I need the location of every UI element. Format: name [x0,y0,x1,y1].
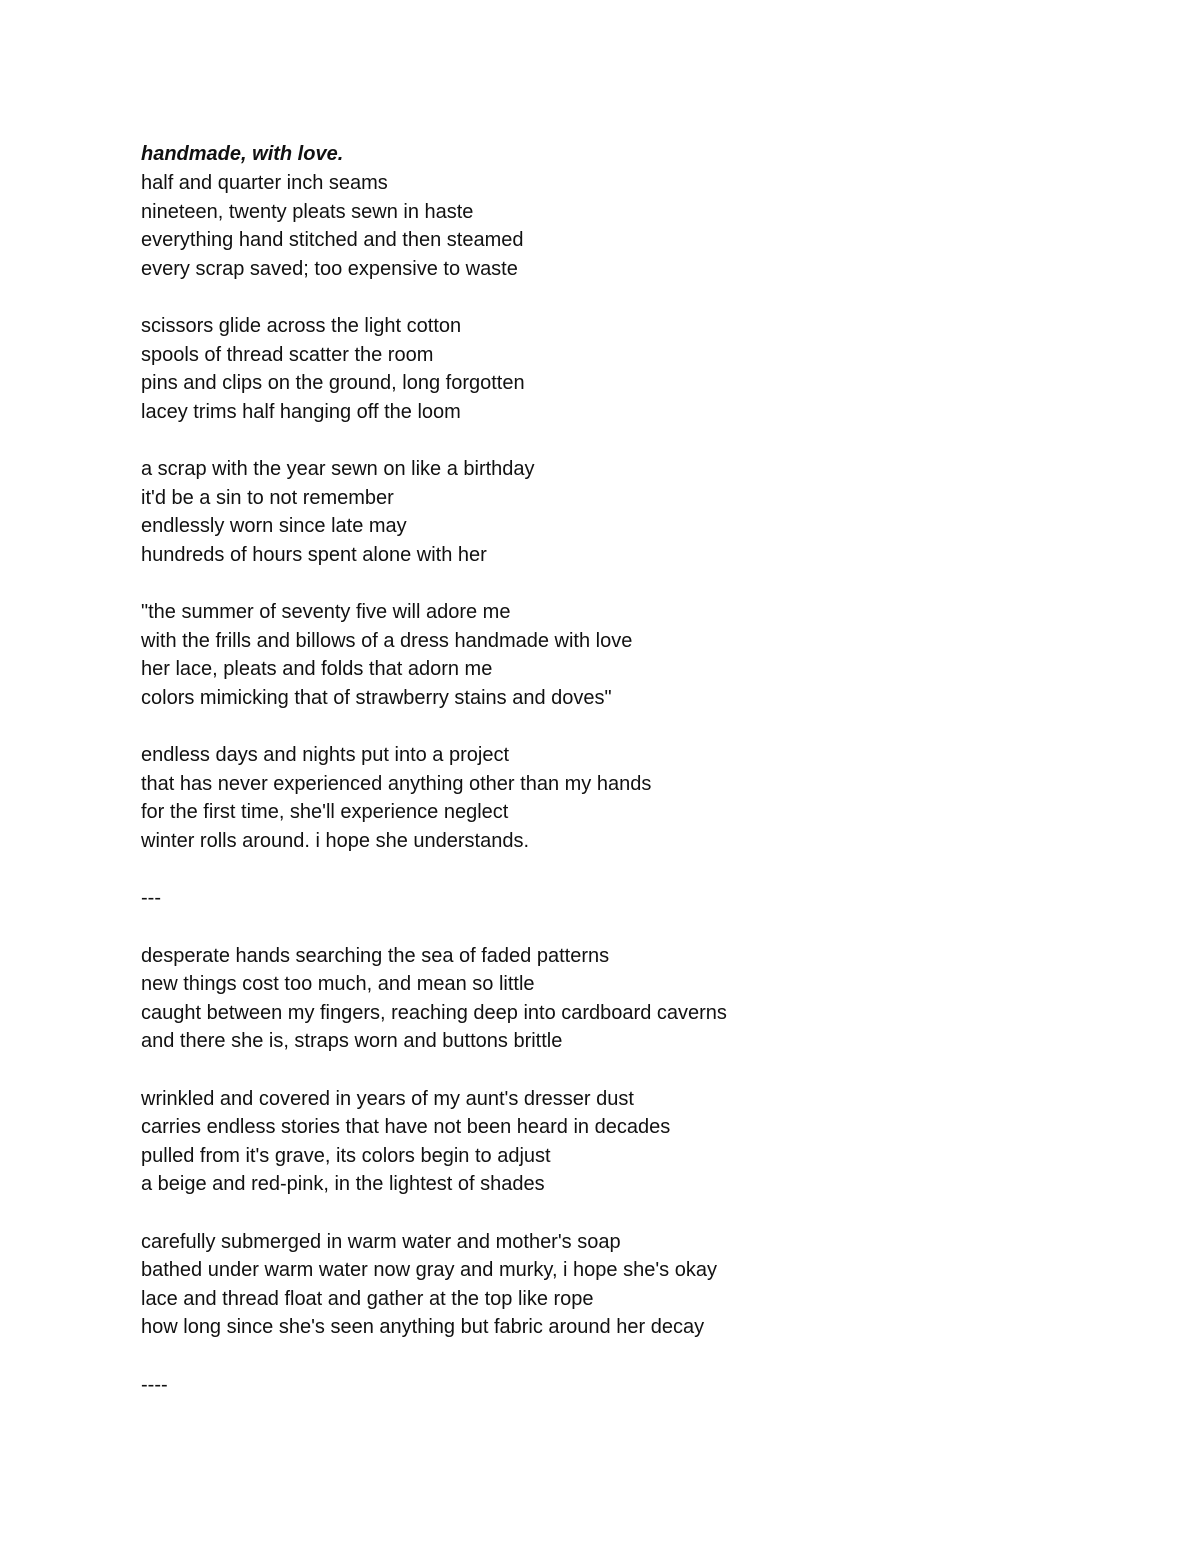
poem-line: how long since she's seen anything but fabric around her decay [141,1316,705,1338]
stanza [141,942,1141,1056]
poem-title: handmade, with love. [141,143,344,165]
poem-line: lace and thread float and gather at the top like rope [141,1287,594,1310]
poem-line: endless days and nights put into a project [141,744,510,766]
poem-line: lacey trims half hanging off the loom [141,400,461,423]
poem-line: nineteen, twenty pleats sewn in haste [141,200,474,223]
stanza [141,741,1141,855]
stanza [141,455,1141,569]
stanza [141,1085,1141,1199]
poem-line: everything hand stitched and then steamed [141,229,524,251]
poem-line: spools of thread scatter the room [141,343,434,366]
poem-line: endlessly worn since late may [141,515,407,537]
poem-line: desperate hands searching the sea of faded patterns [141,944,610,967]
poem-line: that has never experienced anything other than my hands [141,772,652,795]
poem-line: caught between my fingers, reaching deep into cardboard caverns [141,1001,727,1024]
stanza [141,312,1141,426]
section-divider: ---- [141,1373,168,1396]
poem-line: carries endless stories that have not been heard in decades [141,1116,671,1138]
poem-line: hundreds of hours spent alone with her [141,543,487,566]
poem-line: "the summer of seventy five will adore me [141,601,511,623]
poem-line: wrinkled and covered in years of my aunt's dresser dust [141,1087,634,1110]
stanza [141,598,1141,712]
poem-line: and there she is, straps worn and buttons brittle [141,1030,563,1052]
poem-line: scissors glide across the light cotton [141,315,462,337]
poem-line: a scrap with the year sewn on like a birthday [141,458,535,480]
poem-line: it'd be a sin to not remember [141,486,394,509]
poem-line: her lace, pleats and folds that adorn me [141,658,493,680]
section-divider: --- [141,887,161,909]
poem-line: winter rolls around. i hope she understands. [141,829,530,852]
poem-line: for the first time, she'll experience neglect [141,801,509,823]
poem-line: carefully submerged in warm water and mother's soap [141,1230,621,1253]
poem-line: with the frills and billows of a dress handmade with love [141,629,633,652]
document-page [141,140,1141,1428]
poem-line: pins and clips on the ground, long forgotten [141,372,525,394]
stanza [141,1228,1141,1342]
poem-line: every scrap saved; too expensive to waste [141,257,518,280]
poem-line: colors mimicking that of strawberry stains and doves" [141,686,612,709]
stanza [141,169,1141,283]
poem-line: bathed under warm water now gray and murky, i hope she's okay [141,1259,717,1281]
poem-line: pulled from it's grave, its colors begin to adjust [141,1144,551,1167]
poem-line: a beige and red-pink, in the lightest of shades [141,1173,545,1195]
poem-line: half and quarter inch seams [141,172,388,194]
poem-line: new things cost too much, and mean so little [141,973,535,995]
